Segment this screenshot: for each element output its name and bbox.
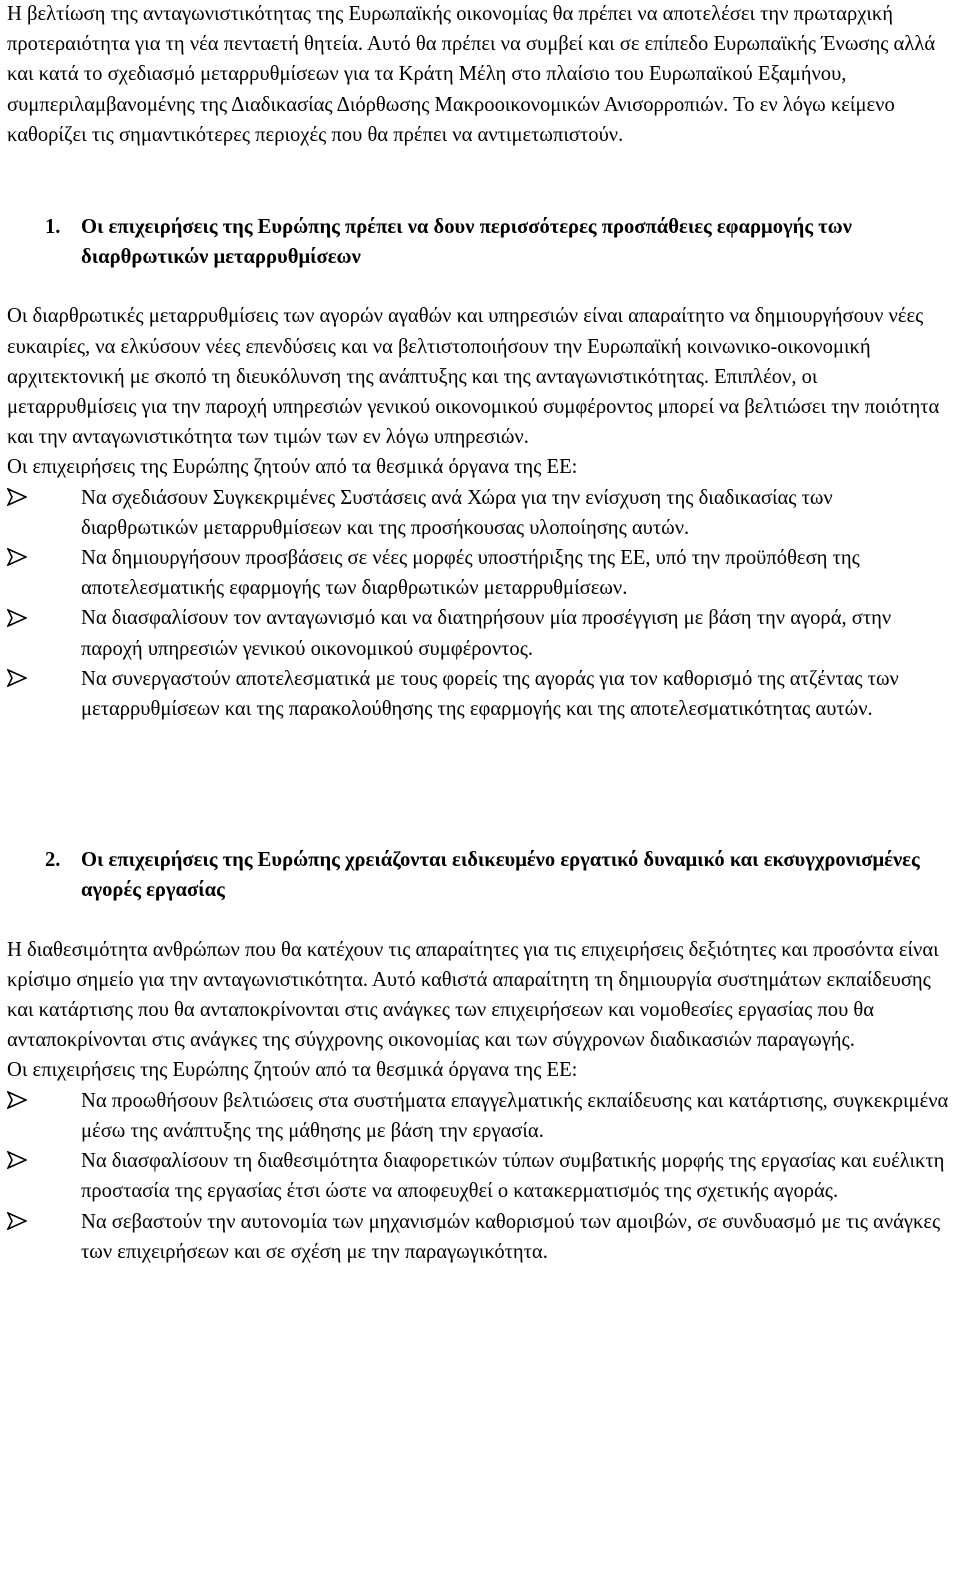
arrowhead-bullet-icon xyxy=(7,483,81,543)
bullet-text: Να διασφαλίσουν τη διαθεσιμότητα διαφορετικών τύπων συμβατικής μορφής της εργασίας και ευέλικτη προστασία της εργασίας έτσι ώστε να αποφευχθεί ο κατακερματισμός της σχετικής αγοράς. xyxy=(81,1150,945,1203)
section-lead: Οι επιχειρήσεις της Ευρώπης ζητούν από τα θεσμικά όργανα της ΕΕ: xyxy=(7,1059,578,1082)
list-item xyxy=(7,664,950,724)
section-heading xyxy=(7,845,950,905)
section-spacer xyxy=(7,724,950,845)
arrowhead-bullet-icon xyxy=(7,1086,81,1146)
bullet-text: Να σεβαστούν την αυτονομία των μηχανισμών καθορισμού των αμοιβών, σε συνδυασμό με τις ανάγκες των επιχειρήσεων και σε σχέση με την παραγωγικότητα. xyxy=(81,1210,941,1263)
arrowhead-bullet-icon xyxy=(7,664,81,724)
list-item xyxy=(7,1146,950,1206)
section-2 xyxy=(7,845,950,1267)
section-title: Οι επιχειρήσεις της Ευρώπης χρειάζονται ειδικευμένο εργατικό δυναμικό και εκσυγχρονισμένες αγορές εργασίας xyxy=(81,849,920,902)
section-number: 2. xyxy=(45,849,61,872)
arrowhead-bullet-icon xyxy=(7,1207,81,1267)
list-item xyxy=(7,483,950,543)
section-lead: Οι επιχειρήσεις της Ευρώπης ζητούν από τα θεσμικά όργανα της ΕΕ: xyxy=(7,456,578,479)
document-page xyxy=(7,0,950,1267)
list-item xyxy=(7,1207,950,1267)
section-number: 1. xyxy=(45,216,61,239)
section-body: Η διαθεσιμότητα ανθρώπων που θα κατέχουν τις απαραίτητες για τις επιχειρήσεις δεξιότητες και προσόντα είναι κρίσιμο σημείο για την ανταγωνιστικότητα. Αυτό καθιστά απαραίτητη τη δημιουργία συστημάτων εκπαίδευσης και κατάρτισης που θα ανταποκρίνονται στις ανάγκες των επιχειρήσεων και νομοθεσίες εργασίας που θα ανταποκρίνονται στις ανάγκες της σύγχρονης οικονομίας και των σύγχρονων διαδικασιών παραγωγής. xyxy=(7,938,939,1052)
bullet-text: Να προωθήσουν βελτιώσεις στα συστήματα επαγγελματικής εκπαίδευσης και κατάρτισης, συγκεκριμένα μέσω της ανάπτυξης της μάθησης με βάση την εργασία. xyxy=(81,1089,949,1142)
bullet-text: Να δημιουργήσουν προσβάσεις σε νέες μορφές υποστήριξης της ΕΕ, υπό την προϋπόθεση της αποτελεσματικής εφαρμογής των διαρθρωτικών μεταρρυθμίσεων. xyxy=(81,547,860,600)
list-item xyxy=(7,603,950,663)
bullet-text: Να διασφαλίσουν τον ανταγωνισμό και να διατηρήσουν μία προσέγγιση με βάση την αγορά, στην παροχή υπηρεσιών γενικού οικονομικού συμφέροντος. xyxy=(81,607,892,660)
arrowhead-bullet-icon xyxy=(7,543,81,603)
list-item xyxy=(7,1086,950,1146)
bullet-list xyxy=(7,1086,950,1267)
bullet-text: Να συνεργαστούν αποτελεσματικά με τους φορείς της αγοράς για τον καθορισμό της ατζέντας των μεταρρυθμίσεων και της παρακολούθησης της εφαρμογής και της αποτελεσματικότητας αυτών. xyxy=(81,667,899,721)
list-item xyxy=(7,543,950,603)
section-title: Οι επιχειρήσεις της Ευρώπης πρέπει να δουν περισσότερες προσπάθειες εφαρμογής των διαρθρωτικών μεταρρυθμίσεων xyxy=(81,216,852,269)
section-heading xyxy=(7,212,950,272)
section-1 xyxy=(7,212,950,724)
section-body: Οι διαρθρωτικές μεταρρυθμίσεις των αγορών αγαθών και υπηρεσιών είναι απαραίτητο να δημιουργήσουν νέες ευκαιρίες, να ελκύσουν νέες επενδύσεις και να βελτιστοποιήσουν την Ευρωπαϊκή κοινωνικο-οικονομική αρχιτεκτονική με σκοπό τη διευκόλυνση της ανάπτυξης και της ανταγωνιστικότητας. Επιπλέον, οι μεταρρυθμίσεις για την παροχή υπηρεσιών γενικού οικονομικού συμφέροντος μπορεί να βελτιώσει την ποιότητα και την ανταγωνιστικότητα των τιμών των εν λόγω υπηρεσιών. xyxy=(7,305,940,449)
bullet-text: Να σχεδιάσουν Συγκεκριμένες Συστάσεις ανά Χώρα για την ενίσχυση της διαδικασίας των διαρθρωτικών μεταρρυθμίσεων και της προσήκουσας υλοποίησης αυτών. xyxy=(81,486,833,539)
bullet-list xyxy=(7,483,950,725)
arrowhead-bullet-icon xyxy=(7,603,81,663)
intro-paragraph: Η βελτίωση της ανταγωνιστικότητας της Ευρωπαϊκής οικονομίας θα πρέπει να αποτελέσει την πρωταρχική προτεραιότητα για τη νέα πενταετή θητεία. Αυτό θα πρέπει να συμβεί και σε επίπεδο Ευρωπαϊκής Ένωσης αλλά και κατά το σχεδιασμό μεταρρυθμίσεων για τα Κράτη Μέλη στο πλαίσιο του Ευρωπαϊκού Εξαμήνου, συμπεριλαμβανομένης της Διαδικασίας Διόρθωσης Μακροοικονομικών Ανισορροπιών. Το εν λόγω κείμενο καθορίζει τις σημαντικότερες περιοχές που θα πρέπει να αντιμετωπιστούν. xyxy=(7,3,936,146)
arrowhead-bullet-icon xyxy=(7,1146,81,1206)
